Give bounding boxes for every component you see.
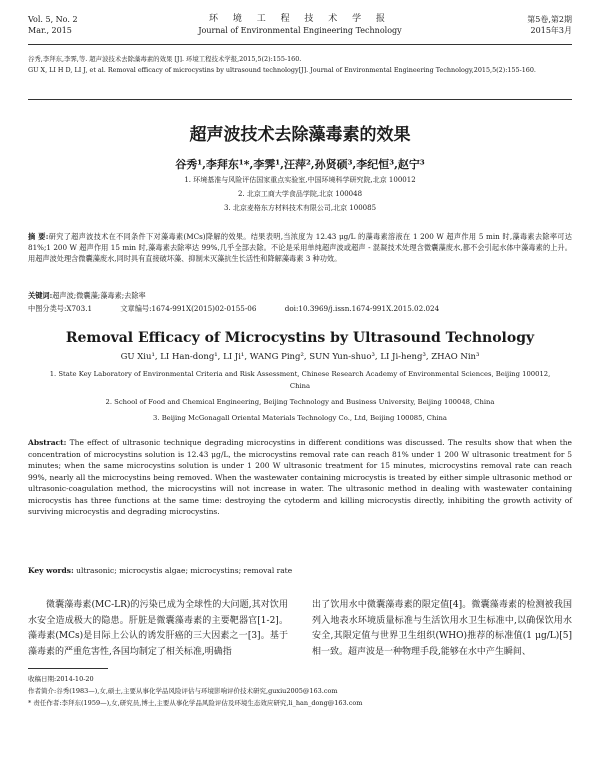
- footnote-corresponding: * 责任作者:李拜东(1959—),女,研究员,博士,主要从事化学品风险评估及环境生态效应研究,li_han_dong@163.com: [28, 699, 363, 707]
- keywords-en: [28, 566, 572, 575]
- keywords-en-text: ultrasonic; microcystis algae; microcystins; removal rate: [76, 566, 293, 575]
- volume-issue-en: Vol. 5, No. 2: [28, 15, 78, 24]
- journal-name-en: Journal of Environmental Engineering Technology: [198, 26, 402, 35]
- footnote-rule: [28, 668, 108, 669]
- footnote-received: 收稿日期:2014-10-20: [28, 675, 94, 683]
- citation-en: GU X, LI H D, LI J, et al. Removal efficacy of microcystins by ultrasound technology[J]. Journal of Environmental Engineering Technology,2015,5(2):155-160.: [28, 66, 536, 74]
- keywords-zh-label: 关键词:: [28, 291, 53, 300]
- article-number: 文章编号:1674-991X(2015)02-0155-06: [120, 304, 257, 313]
- abstract-zh-label: 摘 要:: [28, 232, 49, 241]
- title-en: Removal Efficacy of Microcystins by Ultrasound Technology: [65, 330, 535, 346]
- affiliation-en-3: 3. Beijing McGonagall Oriental Materials Technology Co., Ltd, Beijing 100085, China: [153, 414, 447, 422]
- body-column-right: 出了饮用水中微囊藻毒素的限定值[4]。微囊藻毒素的检测被我国列入地表水环境质量标准与生活饮用水卫生标准中,以确保饮用水安全,其限定值与世界卫生组织(WHO)推荐的标准值(1 μg/L)[5]相一致。超声波是一种物理手段,能够在水中产生瞬间、: [312, 600, 572, 657]
- abstract-zh: [28, 231, 572, 264]
- affiliation-zh-3: 3. 北京麦格东方材料技术有限公司,北京 100085: [223, 204, 377, 212]
- header-rule: [28, 44, 572, 45]
- abstract-en: [28, 437, 572, 518]
- doi: doi:10.3969/j.issn.1674-991X.2015.02.024: [284, 304, 440, 313]
- abstract-en-label: Abstract:: [28, 438, 67, 447]
- citation-zh: 谷秀,李拜东,李霁,等. 超声波技术去除藻毒素的效果 [J]. 环境工程技术学报,2015,5(2):155-160.: [28, 55, 302, 63]
- abstract-en-text: The effect of ultrasonic technique degrading microcystins in different conditions was discussed. The results show that when the concentration of microcystins solution is 12.43 μg/L, the microcystins removal rate can reach 81% under 1 200 W ultrasonic treatment for 5 minutes; when the same microcystins solution is under 1 200 W ultrasonic treatment for 15 minutes, microcystins removal rate can reach 99%, nearly all the microcystins being removed. When the wastewater containing microcystis is treated by either simple ultrasonic method or ultrasonic-coagulation method, the microcystins will not increase in water. The ultrasonic method in dealing with wastewater containing microcystis has three functions at the same time: destroying the cytoderm and killing microcystis directly, inhibiting the growth activity of surviving microcystis and degrading microcystins.: [28, 438, 572, 516]
- citation-rule: [28, 99, 572, 100]
- footnote-author-bio: 作者简介:谷秀(1983—),女,硕士,主要从事化学品风险评估与环境影响评价技术研究,guxiu2005@163.com: [28, 687, 338, 695]
- keywords-en-label: Key words:: [28, 566, 74, 575]
- date-zh: 2015年3月: [530, 26, 572, 35]
- running-header: [28, 14, 572, 44]
- journal-name-zh: 环 境 工 程 技 术 学 报: [208, 14, 392, 24]
- keywords-zh-text: 超声波;微囊藻;藻毒素;去除率: [52, 291, 146, 300]
- authors-zh: 谷秀¹,李拜东¹*,李霁¹,汪萍²,孙贤硕³,李纪恒³,赵宁³: [175, 158, 425, 171]
- affiliation-zh-2: 2. 北京工商大学食品学院,北京 100048: [237, 190, 363, 198]
- affiliation-en-1: 1. State Key Laboratory of Environmental Criteria and Risk Assessment, Chinese Research Academy of Environmental Sciences, Beijing 100012, China: [49, 370, 551, 390]
- title-zh: 超声波技术去除藻毒素的效果: [189, 125, 411, 145]
- date-en: Mar., 2015: [28, 26, 72, 35]
- header-center: [28, 14, 572, 36]
- header-right: [527, 14, 572, 36]
- affiliation-zh-1: 1. 环境基准与风险评估国家重点实验室,中国环境科学研究院,北京 100012: [184, 176, 416, 184]
- citation-block: [28, 54, 572, 76]
- abstract-zh-text: 研究了超声波技术在不同条件下对藻毒素(MCs)降解的效果。结果表明,当浓度为 12.43 μg/L 的藻毒素溶液在 1 200 W 超声作用 5 min 时,藻毒素去除率可达 81%;1 200 W 超声作用 15 min 时,藻毒素去除率达 99%,几乎全部去除。不论是采用单纯超声波或超声 - 混凝技术处理含微囊藻废水,都不会引起水体中藻毒素的上升。用超声波处理含微囊藻废水,同时具有直接破坏藻、抑制未灭藻抗生长活性和降解藻毒素 3 种功效。: [28, 232, 572, 263]
- meta-zh: [28, 289, 572, 315]
- affiliation-en-2: 2. School of Food and Chemical Engineering, Beijing Technology and Business University, Beijing 100048, China: [105, 398, 495, 406]
- footnotes: [28, 673, 572, 709]
- authors-en: GU Xiu¹, LI Han-dong¹, LI Ji¹, WANG Ping², SUN Yun-shuo³, LI Ji-heng³, ZHAO Nin³: [120, 352, 480, 362]
- body-column-left: 微囊藻毒素(MC-LR)的污染已成为全球性的大问题,其对饮用水安全造成极大的隐患。肝脏是微囊藻毒素的主要靶器官[1-2]。藻毒素(MCs)是目际上公认的诱发肝癌的三大因素之一[3]。基于藻毒素的严重危害性,各国均制定了相关标准,明确指: [28, 600, 288, 657]
- volume-issue-zh: 第5卷,第2期: [527, 15, 572, 24]
- clc-number: 中图分类号:X703.1: [28, 304, 93, 313]
